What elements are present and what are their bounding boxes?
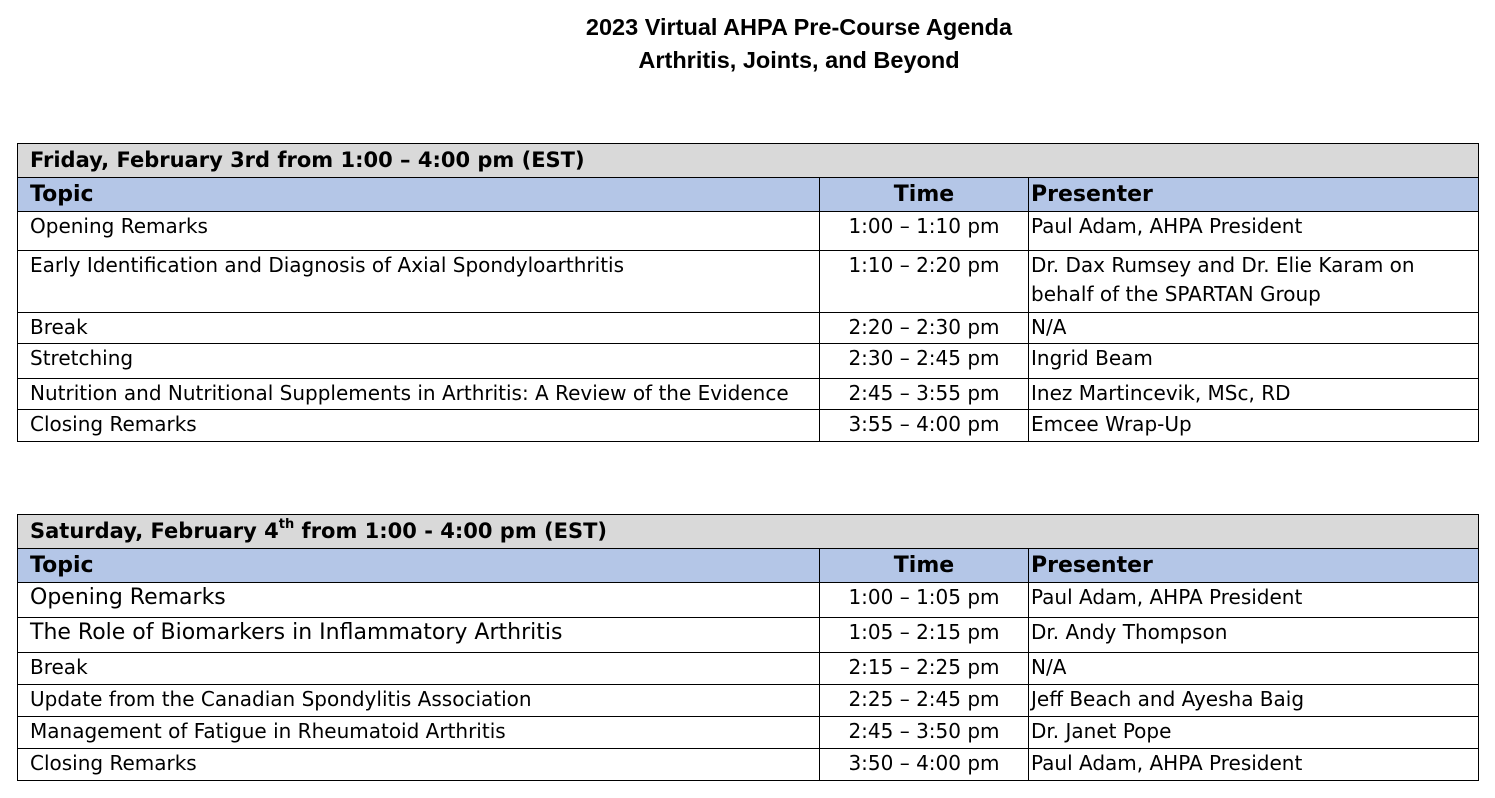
presenter-cell: Paul Adam, AHPA President <box>1029 749 1479 781</box>
presenter-header: Presenter <box>1029 178 1479 212</box>
table-row <box>18 717 1479 749</box>
saturday-heading-rest: from 1:00 - 4:00 pm (EST) <box>294 519 608 543</box>
topic-header: Topic <box>18 178 820 212</box>
saturday-heading-main: Saturday, February 4 <box>30 519 279 543</box>
time-cell: 1:10 – 2:20 pm <box>820 251 1029 313</box>
table-row <box>18 583 1479 618</box>
time-cell: 2:25 – 2:45 pm <box>820 685 1029 717</box>
friday-agenda-table <box>17 143 1479 442</box>
presenter-cell: Inez Martincevik, MSc, RD <box>1029 379 1479 410</box>
table-row <box>18 344 1479 379</box>
presenter-cell: Paul Adam, AHPA President <box>1029 212 1479 251</box>
topic-cell: Early Identification and Diagnosis of Axial Spondyloarthritis <box>18 251 820 313</box>
time-cell: 3:50 – 4:00 pm <box>820 749 1029 781</box>
document-title <box>0 11 1495 77</box>
table-row <box>18 251 1479 313</box>
topic-cell: Nutrition and Nutritional Supplements in Arthritis: A Review of the Evidence <box>18 379 820 410</box>
presenter-cell: N/A <box>1029 313 1479 344</box>
topic-cell: The Role of Biomarkers in Inflammatory Arthritis <box>18 618 820 653</box>
time-cell: 2:30 – 2:45 pm <box>820 344 1029 379</box>
presenter-cell: N/A <box>1029 653 1479 685</box>
friday-heading-row <box>18 144 1479 178</box>
topic-cell: Management of Fatigue in Rheumatoid Arthritis <box>18 717 820 749</box>
topic-cell: Opening Remarks <box>18 212 820 251</box>
time-cell: 3:55 – 4:00 pm <box>820 410 1029 442</box>
table-row <box>18 749 1479 781</box>
time-cell: 2:20 – 2:30 pm <box>820 313 1029 344</box>
title-line-2: Arthritis, Joints, and Beyond <box>638 47 960 73</box>
time-cell: 2:45 – 3:55 pm <box>820 379 1029 410</box>
saturday-heading-ordinal: th <box>278 517 295 532</box>
presenter-cell: Dr. Janet Pope <box>1029 717 1479 749</box>
topic-cell: Update from the Canadian Spondylitis Association <box>18 685 820 717</box>
time-cell: 2:15 – 2:25 pm <box>820 653 1029 685</box>
time-cell: 1:00 – 1:10 pm <box>820 212 1029 251</box>
table-row <box>18 313 1479 344</box>
presenter-cell: Jeff Beach and Ayesha Baig <box>1029 685 1479 717</box>
presenter-header: Presenter <box>1029 549 1479 583</box>
table-row <box>18 379 1479 410</box>
saturday-heading <box>18 515 1479 549</box>
topic-cell: Stretching <box>18 344 820 379</box>
table-row <box>18 212 1479 251</box>
time-cell: 2:45 – 3:50 pm <box>820 717 1029 749</box>
presenter-cell: Ingrid Beam <box>1029 344 1479 379</box>
table-row <box>18 653 1479 685</box>
topic-cell: Closing Remarks <box>18 749 820 781</box>
time-cell: 1:00 – 1:05 pm <box>820 583 1029 618</box>
presenter-cell: Dr. Dax Rumsey and Dr. Elie Karam on behalf of the SPARTAN Group <box>1029 251 1479 313</box>
presenter-cell: Paul Adam, AHPA President <box>1029 583 1479 618</box>
saturday-heading-row <box>18 515 1479 549</box>
presenter-cell: Emcee Wrap-Up <box>1029 410 1479 442</box>
table-row <box>18 685 1479 717</box>
table-row <box>18 410 1479 442</box>
title-line-1: 2023 Virtual AHPA Pre-Course Agenda <box>585 14 1013 40</box>
friday-header-row <box>18 178 1479 212</box>
friday-heading: Friday, February 3rd from 1:00 – 4:00 pm (EST) <box>18 144 1479 178</box>
time-cell: 1:05 – 2:15 pm <box>820 618 1029 653</box>
time-header: Time <box>820 178 1029 212</box>
saturday-header-row <box>18 549 1479 583</box>
presenter-cell: Dr. Andy Thompson <box>1029 618 1479 653</box>
table-row <box>18 618 1479 653</box>
topic-header: Topic <box>18 549 820 583</box>
topic-cell: Closing Remarks <box>18 410 820 442</box>
topic-cell: Break <box>18 653 820 685</box>
saturday-agenda-table <box>17 514 1479 781</box>
topic-cell: Opening Remarks <box>18 583 820 618</box>
topic-cell: Break <box>18 313 820 344</box>
time-header: Time <box>820 549 1029 583</box>
